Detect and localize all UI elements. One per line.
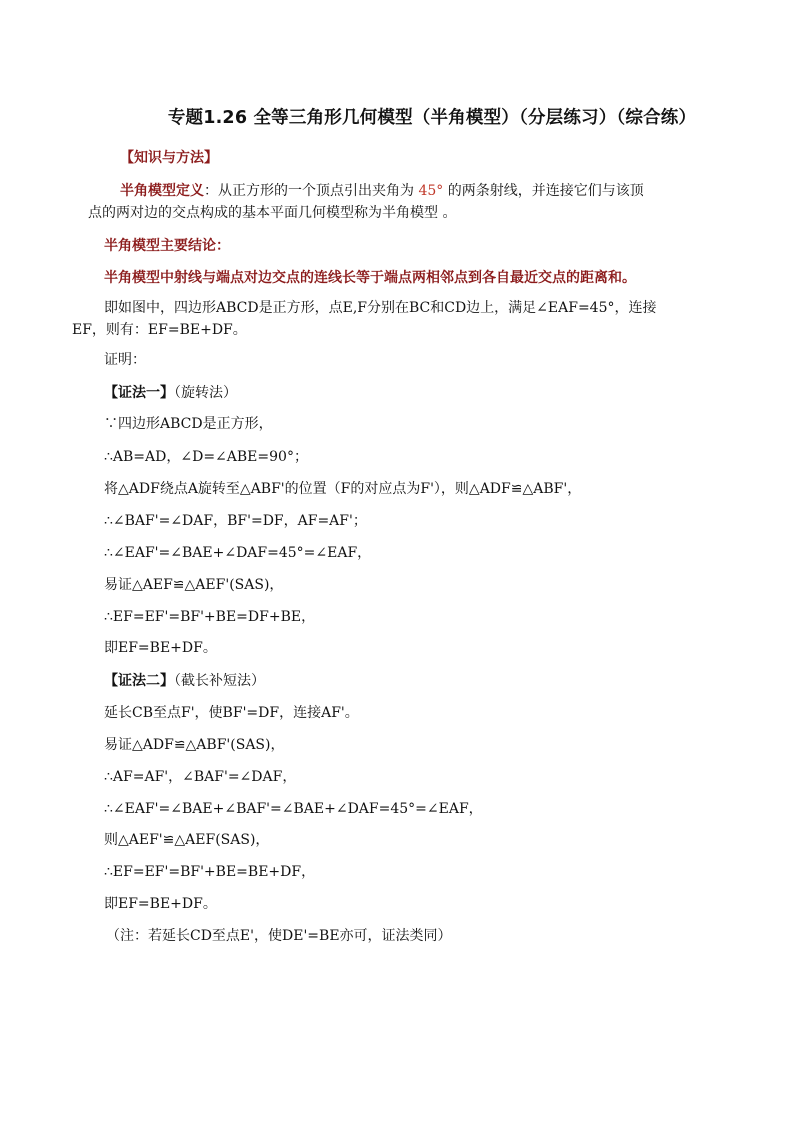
intro-line-1: 即如图中，四边形ABCD是正方形，点E,F分别在BC和CD边上，满足∠EAF=45°，连接 — [104, 300, 657, 316]
method1-step: ∴∠EAF'=∠BAE+∠DAF=45°=∠EAF， — [104, 545, 372, 561]
definition-angle: 45° — [418, 183, 444, 199]
conclusion-text: 半角模型中射线与端点对边交点的连线长等于端点两相邻点到各自最近交点的距离和。 — [104, 270, 636, 286]
definition-text-b: 的两条射线，并连接它们与该顶 — [443, 183, 644, 199]
note: （注：若延长CD至点E'，使DE'=BE亦可，证法类同） — [106, 928, 452, 944]
method2-step: ∴EF=EF'=BF'+BE=BE+DF， — [104, 864, 316, 880]
method1-name: （旋转法） — [174, 385, 237, 401]
method2-step: 则△AEF'≌△AEF(SAS)， — [104, 832, 270, 848]
definition-label: 半角模型定义 — [120, 183, 204, 199]
definition-line-2: 点的两对边的交点构成的基本平面几何模型称为半角模型 。 — [88, 205, 457, 221]
document-title: 专题1.26 全等三角形几何模型（半角模型）（分层练习）（综合练） — [167, 108, 697, 128]
method1-step: ∴∠BAF'=∠DAF，BF'=DF，AF=AF'； — [104, 513, 367, 529]
method2-step: 易证△ADF≌△ABF'(SAS)， — [104, 737, 285, 753]
method1-step: ∵四边形ABCD是正方形， — [104, 416, 273, 432]
method2-heading-line — [104, 671, 265, 691]
method1-heading-line — [104, 383, 237, 403]
method1-heading: 【证法一】 — [104, 385, 174, 401]
definition-line-1 — [120, 181, 644, 201]
section-heading: 【知识与方法】 — [120, 150, 218, 166]
method1-step: 易证△AEF≌△AEF'(SAS)， — [104, 577, 284, 593]
method1-step: ∴EF=EF'=BF'+BE=DF+BE， — [104, 609, 316, 625]
method2-step: ∴AF=AF'，∠BAF'=∠DAF， — [104, 769, 297, 785]
method1-step: ∴AB=AD，∠D=∠ABE=90°； — [104, 449, 308, 465]
conclusion-heading: 半角模型主要结论： — [104, 238, 230, 254]
definition-text-a: ：从正方形的一个顶点引出夹角为 — [204, 183, 419, 199]
proof-label: 证明： — [104, 352, 146, 368]
method1-step: 即EF=BE+DF。 — [104, 640, 217, 656]
intro-line-2: EF，则有：EF=BE+DF。 — [72, 322, 247, 338]
method2-step: 延长CB至点F'，使BF'=DF，连接AF'。 — [104, 705, 359, 721]
method2-name: （截长补短法） — [174, 673, 265, 689]
method2-heading: 【证法二】 — [104, 673, 174, 689]
method2-step: 即EF=BE+DF。 — [104, 896, 217, 912]
method2-step: ∴∠EAF'=∠BAE+∠BAF'=∠BAE+∠DAF=45°=∠EAF， — [104, 801, 483, 817]
method1-step: 将△ADF绕点A旋转至△ABF'的位置（F的对应点为F'），则△ADF≌△ABF'， — [104, 481, 582, 497]
